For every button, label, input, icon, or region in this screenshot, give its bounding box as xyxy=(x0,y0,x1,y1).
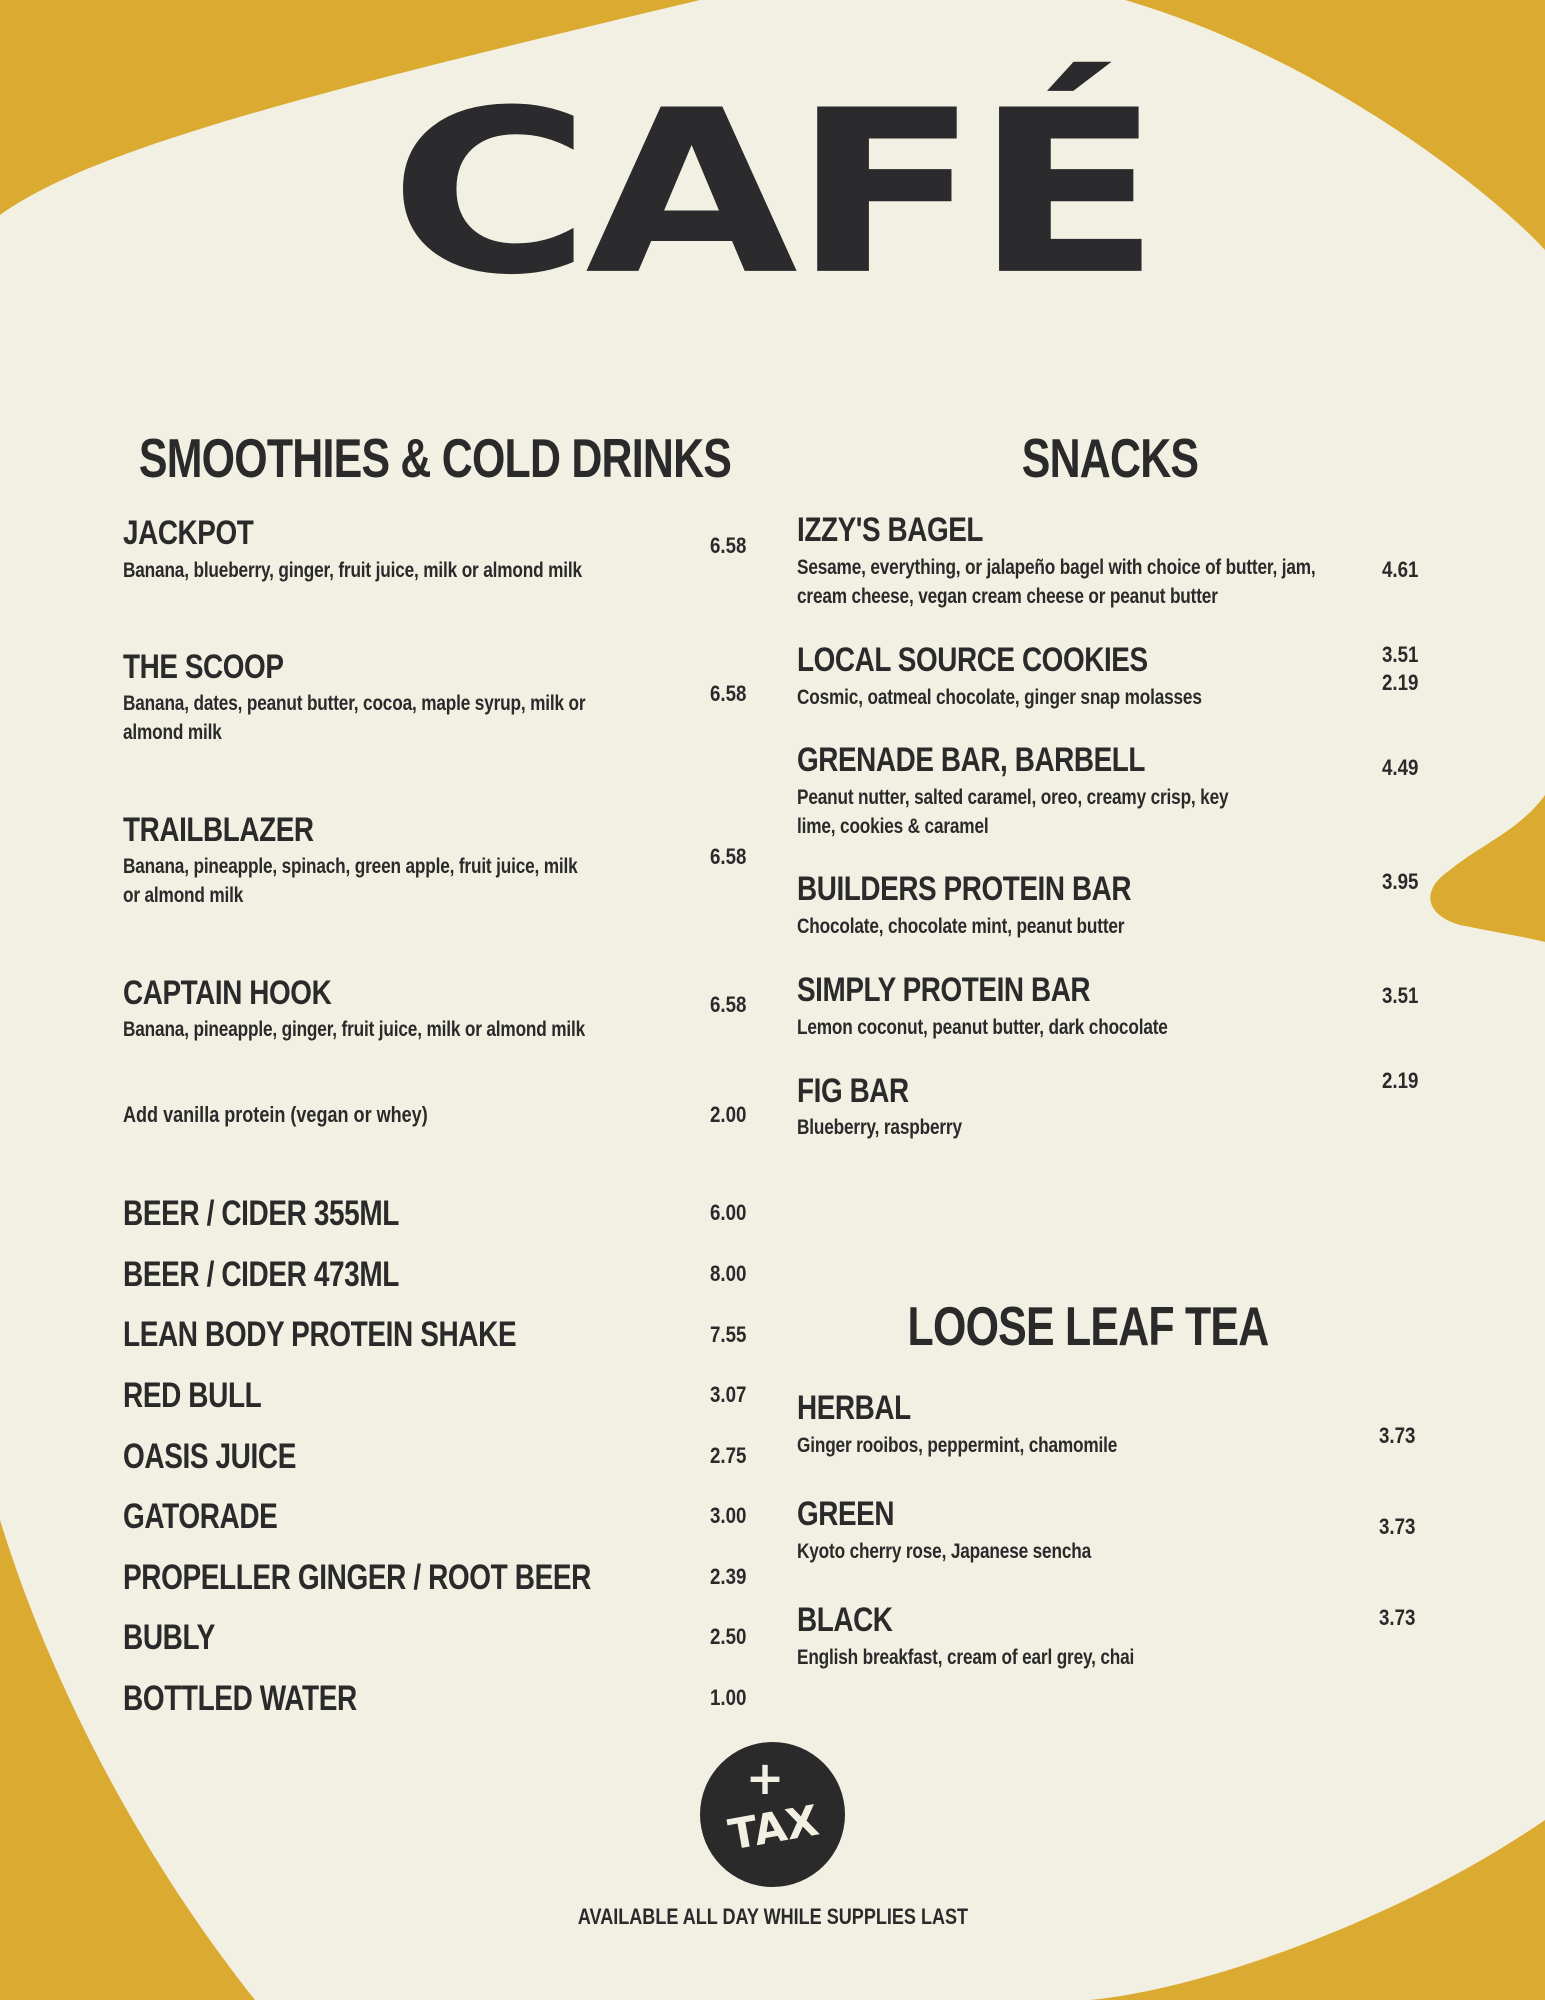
smoothie-price: 6.58 xyxy=(710,533,747,558)
snack-price-secondary: 2.19 xyxy=(1382,670,1419,695)
snack-name: IZZY'S BAGEL xyxy=(797,511,984,549)
drink-name: RED BULL xyxy=(123,1376,262,1415)
snack-description: Lemon coconut, peanut butter, dark chocolate xyxy=(797,1016,1168,1039)
drink-name: BUBLY xyxy=(123,1618,215,1657)
drink-name: BEER / CIDER 355ML xyxy=(123,1194,399,1233)
smoothie-price: 6.58 xyxy=(710,681,747,706)
drink-price: 8.00 xyxy=(710,1261,747,1286)
smoothie-description: Banana, pineapple, ginger, fruit juice, milk or almond milk xyxy=(123,1018,586,1041)
tea-description: Ginger rooibos, peppermint, chamomile xyxy=(797,1434,1118,1457)
addon-price: 2.00 xyxy=(710,1102,747,1127)
drink-price: 6.00 xyxy=(710,1200,747,1225)
smoothie-name: CAPTAIN HOOK xyxy=(123,974,332,1012)
tea-name: HERBAL xyxy=(797,1389,911,1427)
tax-badge-plus: + xyxy=(745,1751,785,1805)
drink-price: 2.39 xyxy=(710,1564,747,1589)
snack-name: SIMPLY PROTEIN BAR xyxy=(797,971,1091,1009)
snack-price: 3.51 xyxy=(1382,642,1419,667)
snack-description: Blueberry, raspberry xyxy=(797,1116,962,1139)
smoothie-price: 6.58 xyxy=(710,992,747,1017)
drink-price: 3.07 xyxy=(710,1382,747,1407)
drink-name: BEER / CIDER 473ML xyxy=(123,1255,399,1294)
drink-name: LEAN BODY PROTEIN SHAKE xyxy=(123,1315,517,1354)
tea-price: 3.73 xyxy=(1379,1605,1416,1630)
tea-price: 3.73 xyxy=(1379,1423,1416,1448)
snacks-heading: SNACKS xyxy=(1021,427,1199,489)
tea-description: Kyoto cherry rose, Japanese sencha xyxy=(797,1540,1092,1563)
snack-description: Chocolate, chocolate mint, peanut butter xyxy=(797,915,1125,938)
tea-name: BLACK xyxy=(797,1601,893,1639)
tea-price: 3.73 xyxy=(1379,1514,1416,1539)
snack-name: LOCAL SOURCE COOKIES xyxy=(797,641,1148,679)
tea-name: GREEN xyxy=(797,1495,895,1533)
cafe-title: CAFÉ xyxy=(389,61,1156,325)
drink-price: 2.75 xyxy=(710,1443,747,1468)
snack-description: Cosmic, oatmeal chocolate, ginger snap molasses xyxy=(797,686,1202,709)
smoothie-description: Banana, blueberry, ginger, fruit juice, milk or almond milk xyxy=(123,559,582,582)
snack-price: 3.95 xyxy=(1382,869,1419,894)
footer-text: AVAILABLE ALL DAY WHILE SUPPLIES LAST xyxy=(577,1904,968,1929)
drink-price: 1.00 xyxy=(710,1685,747,1710)
drink-name: PROPELLER GINGER / ROOT BEER xyxy=(123,1558,591,1597)
snack-name: GRENADE BAR, BARBELL xyxy=(797,741,1146,779)
smoothie-price: 6.58 xyxy=(710,844,747,869)
tax-badge-text: TAX xyxy=(724,1795,823,1860)
drink-name: BOTTLED WATER xyxy=(123,1679,357,1718)
tax-badge xyxy=(700,1742,845,1887)
addon-label: Add vanilla protein (vegan or whey) xyxy=(123,1102,428,1127)
tea-description: English breakfast, cream of earl grey, chai xyxy=(797,1646,1135,1669)
snack-name: FIG BAR xyxy=(797,1072,909,1110)
drink-price: 7.55 xyxy=(710,1322,747,1347)
smoothie-name: TRAILBLAZER xyxy=(123,811,314,849)
smoothie-description: Banana, dates, peanut butter, cocoa, maple syrup, milk or almond milk xyxy=(123,692,586,744)
drink-price: 2.50 xyxy=(710,1624,747,1649)
drink-name: OASIS JUICE xyxy=(123,1437,296,1476)
smoothies-heading: SMOOTHIES & COLD DRINKS xyxy=(138,427,732,489)
snack-price: 4.49 xyxy=(1382,755,1419,780)
footer-note xyxy=(0,1904,1545,1930)
snack-description: Peanut nutter, salted caramel, oreo, creamy crisp, key lime, cookies & caramel xyxy=(797,786,1229,838)
snack-price: 3.51 xyxy=(1382,983,1419,1008)
snack-name: BUILDERS PROTEIN BAR xyxy=(797,870,1132,908)
snack-price: 4.61 xyxy=(1382,557,1419,582)
drink-name: GATORADE xyxy=(123,1497,278,1536)
drink-price: 3.00 xyxy=(710,1503,747,1528)
snack-description: Sesame, everything, or jalapeño bagel with choice of butter, jam, cream cheese, vegan cream cheese or peanut butter xyxy=(797,556,1316,608)
smoothie-description: Banana, pineapple, spinach, green apple, fruit juice, milk or almond milk xyxy=(123,855,578,907)
smoothie-name: THE SCOOP xyxy=(123,648,284,686)
smoothie-name: JACKPOT xyxy=(123,514,254,552)
tea-heading: LOOSE LEAF TEA xyxy=(907,1295,1269,1357)
snack-price: 2.19 xyxy=(1382,1068,1419,1093)
